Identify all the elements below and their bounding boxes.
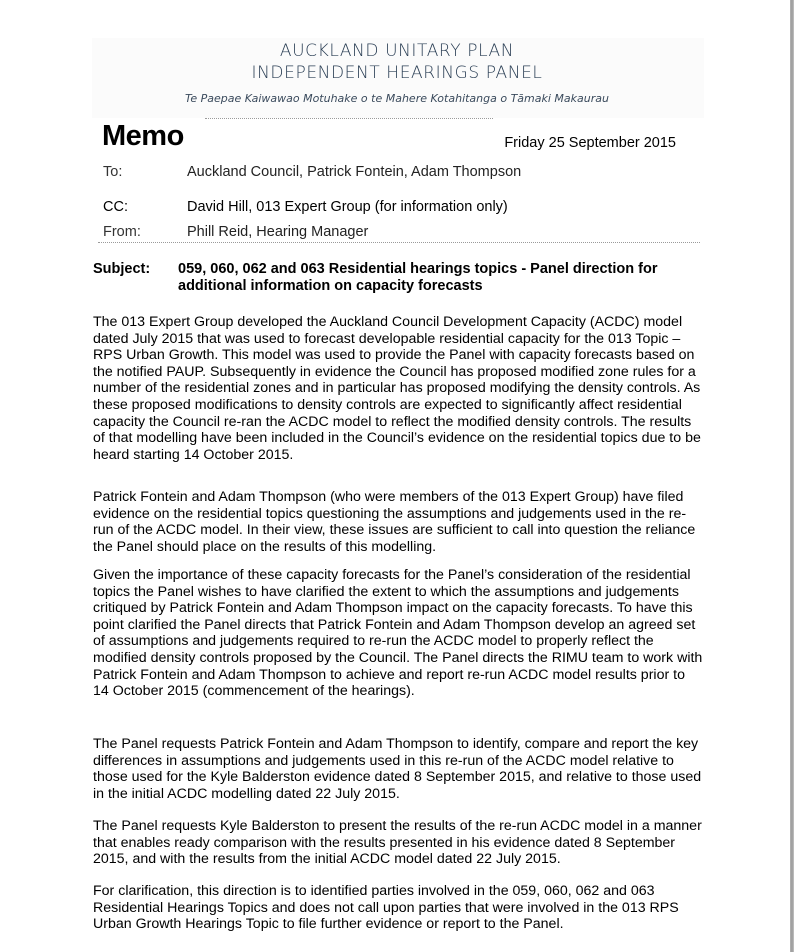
header-fields-divider — [98, 242, 700, 243]
to-value: Auckland Council, Patrick Fontein, Adam Thompson — [187, 164, 522, 180]
from-label: From: — [103, 224, 141, 240]
viewer-scrollbar-edge[interactable] — [790, 0, 794, 952]
body-paragraph-4: The Panel requests Patrick Fontein and Adam Thompson to identify, compare and report the key differences in assumptions and judgements used in this re-run of the ACDC model relative to those used for the Kyle Balderston evidence dated 8 September 2015, and relative to those used in the initial ACDC modelling dated 22 July 2015. — [93, 736, 702, 802]
org-title-line1: AUCKLAND UNITARY PLAN — [279, 41, 515, 61]
from-value: Phill Reid, Hearing Manager — [187, 224, 369, 240]
subject-heading — [93, 261, 703, 295]
letterhead-divider — [205, 118, 493, 119]
subject-label: Subject: — [93, 261, 151, 277]
org-subtitle: Te Paepae Kaiwawao Motuhake o te Mahere Kotahitanga o Tāmaki Makaurau — [185, 92, 609, 105]
subject-line2: additional information on capacity forecasts — [178, 278, 483, 294]
cc-label: CC: — [103, 199, 128, 215]
body-paragraph-3: Given the importance of these capacity forecasts for the Panel’s consideration of the residential topics the Panel wishes to have clarified the extent to which the assumptions and judgements critiqued by Patrick Fontein and Adam Thompson impact on the capacity forecasts. To have this point clarified the Panel directs that Patrick Fontein and Adam Thompson develop an agreed set of assumptions and judgements required to re-run the ACDC model to properly reflect the modified density controls proposed by the Council. The Panel directs the RIMU team to work with Patrick Fontein and Adam Thompson to achieve and report re-run ACDC model results prior to 14 October 2015 (commencement of the hearings). — [93, 567, 703, 700]
cc-value: David Hill, 013 Expert Group (for information only) — [187, 199, 508, 215]
body-paragraph-6: For clarification, this direction is to identified parties involved in the 059, 060, 062 and 063 Residential Hearings Topics and does not call upon parties that were involved in the 013 RPS Urban Growth Hearings Topic to file further evidence or report to the Panel. — [93, 883, 679, 933]
body-paragraph-1: The 013 Expert Group developed the Auckland Council Development Capacity (ACDC) model dated July 2015 that was used to forecast developable residential capacity for the 013 Topic – RPS Urban Growth. This model was used to provide the Panel with capacity forecasts based on the notified PAUP. Subsequently in evidence the Council has proposed modified zone rules for a number of the residential zones and in particular has proposed modifying the density controls. As these proposed modifications to density controls are expected to significantly affect residential capacity the Council re-ran the ACDC model to reflect the modified density controls. The results of that modelling have been included in the Council’s evidence on the residential topics due to be heard starting 14 October 2015. — [93, 314, 701, 463]
memo-date: Friday 25 September 2015 — [504, 135, 676, 151]
subject-line1: 059, 060, 062 and 063 Residential hearings topics - Panel direction for — [178, 261, 658, 277]
body-paragraph-2: Patrick Fontein and Adam Thompson (who were members of the 013 Expert Group) have filed evidence on the residential topics questioning the assumptions and judgements used in the re-run of the ACDC model. In their view, these issues are sufficient to call into question the reliance the Panel should place on the results of this modelling. — [93, 489, 696, 555]
to-label: To: — [103, 164, 123, 180]
memo-title: Memo — [102, 120, 184, 152]
body-paragraph-5: The Panel requests Kyle Balderston to present the results of the re-run ACDC model in a manner that enables ready comparison with the results presented in his evidence dated 8 September 2015, and with the results from the initial ACDC model dated 22 July 2015. — [93, 818, 702, 868]
org-title-line2: INDEPENDENT HEARINGS PANEL — [251, 63, 543, 83]
